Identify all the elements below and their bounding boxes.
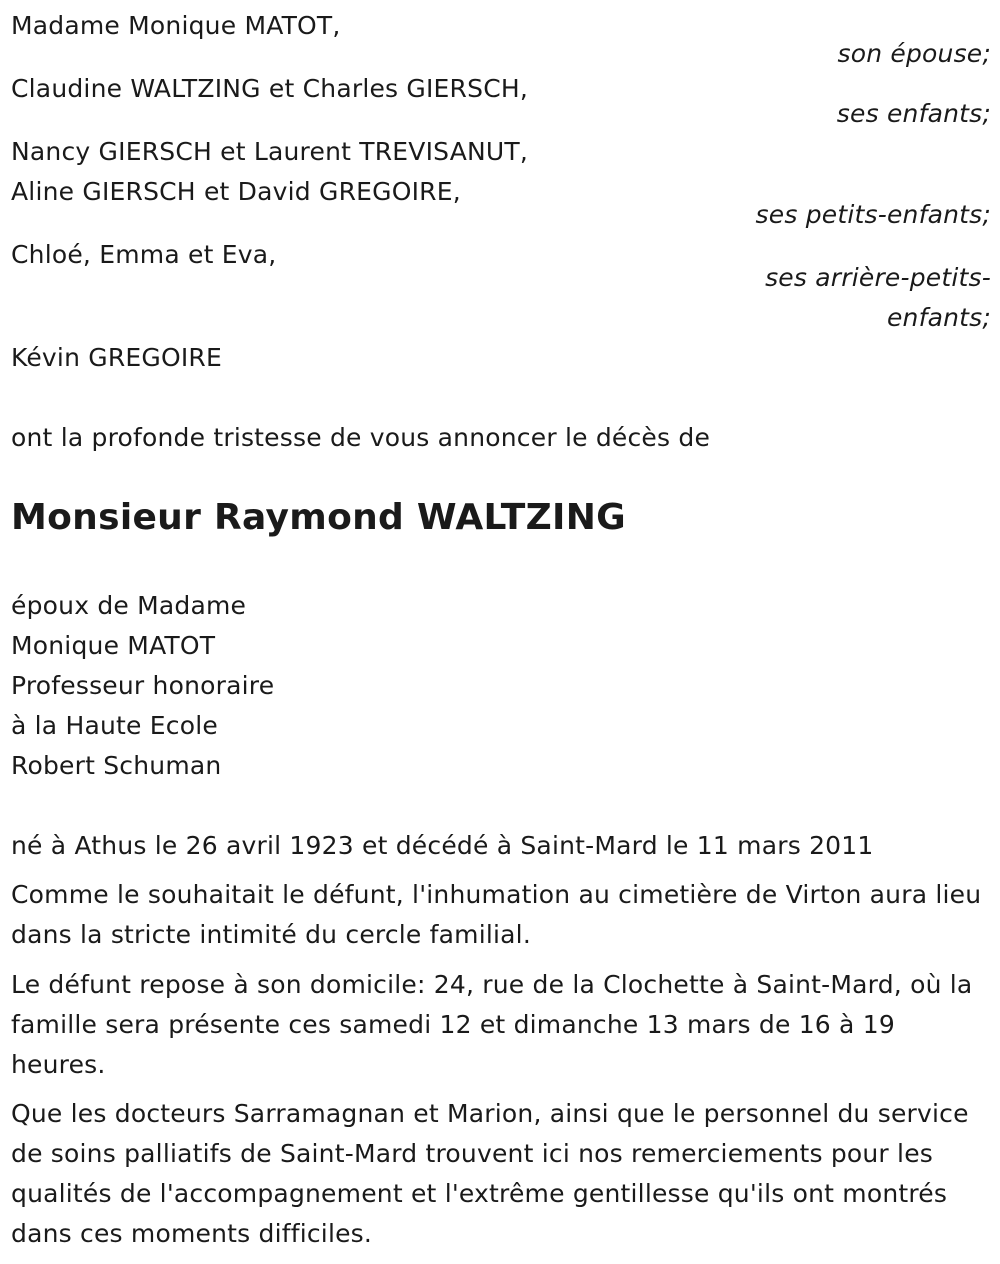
detail-line: Robert Schuman <box>11 751 222 780</box>
family-block-spouse <box>11 6 991 74</box>
family-relation: ses petits-enfants; <box>755 200 991 229</box>
family-relation-line: enfants; <box>886 303 991 332</box>
paragraph-thanks: Que les docteurs Sarramagnan et Marion, ainsi que le personnel du service de soins palliatifs de Saint-Mard trouvent ici nos remerciements pour les qualités de l'accompagnement et l'extrême gentillesse qu'ils ont montrés dans ces moments difficiles. <box>11 1099 969 1248</box>
family-name-line: Madame Monique MATOT, <box>11 11 341 40</box>
family-name-line: Nancy GIERSCH et Laurent TREVISANUT, <box>11 137 529 166</box>
detail-line: à la Haute Ecole <box>11 711 218 740</box>
birth-death-dates: né à Athus le 26 avril 1923 et décédé à Saint-Mard le 11 mars 2011 <box>11 831 874 860</box>
paragraph-burial: Comme le souhaitait le défunt, l'inhumation au cimetière de Virton aura lieu dans la stricte intimité du cercle familial. <box>11 880 982 949</box>
deceased-details <box>11 586 274 786</box>
family-relation: ses enfants; <box>836 99 991 128</box>
family-name-line: Aline GIERSCH et David GREGOIRE, <box>11 177 461 206</box>
detail-line: Professeur honoraire <box>11 671 275 700</box>
paragraph-visitation: Le défunt repose à son domicile: 24, rue de la Clochette à Saint-Mard, où la famille sera présente ces samedi 12 et dimanche 13 mars de 16 à 19 heures. <box>11 970 973 1079</box>
family-relation: son épouse; <box>837 39 991 68</box>
family-block-children <box>11 69 991 134</box>
family-block-grandchildren <box>11 132 991 235</box>
family-block-great-grandchildren <box>11 235 991 338</box>
family-name-line: Chloé, Emma et Eva, <box>11 240 277 269</box>
detail-line: époux de Madame <box>11 591 247 620</box>
announcement-text: ont la profonde tristesse de vous annoncer le décès de <box>11 423 711 452</box>
deceased-name: Monsieur Raymond WALTZING <box>11 497 626 538</box>
detail-line: Monique MATOT <box>11 631 216 660</box>
family-name-line: Claudine WALTZING et Charles GIERSCH, <box>11 74 528 103</box>
extra-family-name: Kévin GREGOIRE <box>11 343 222 372</box>
family-relation-line: ses arrière-petits- <box>765 263 991 292</box>
